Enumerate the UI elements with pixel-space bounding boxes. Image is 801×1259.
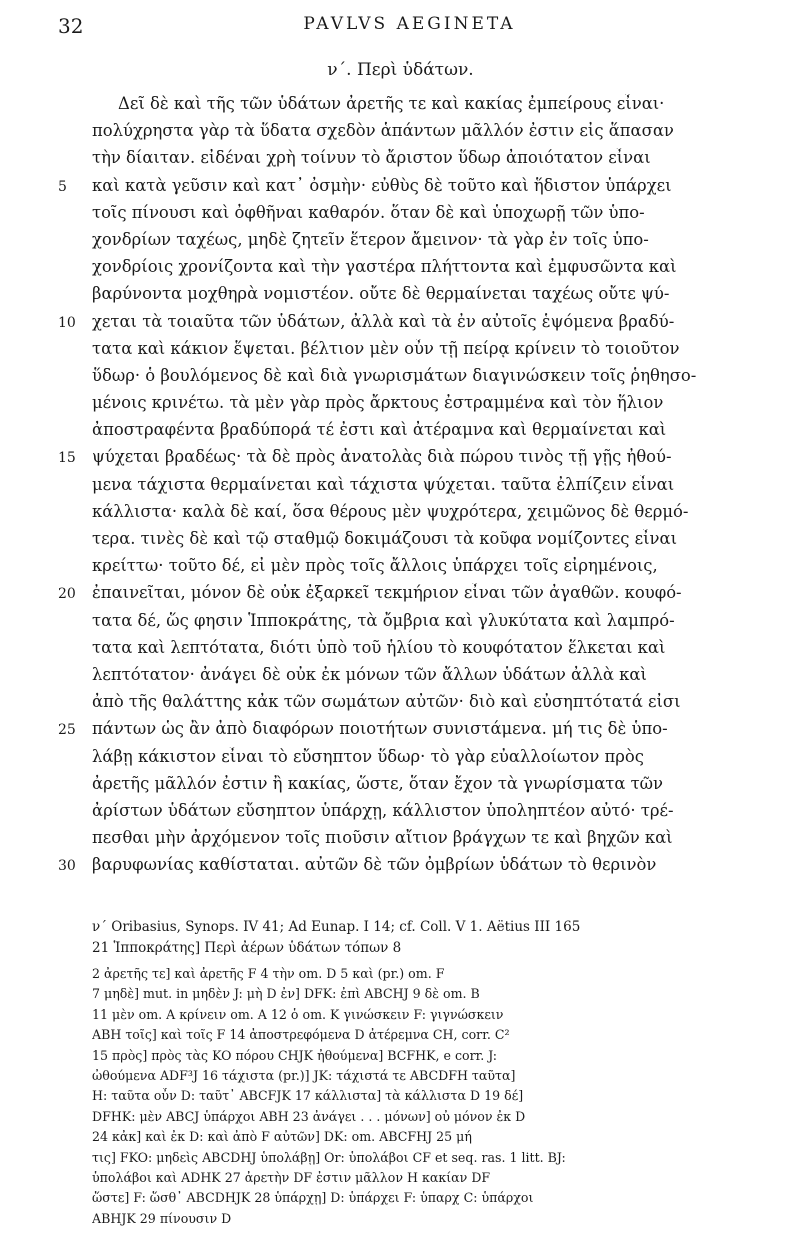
line-text: λάβῃ κάκιστον εἶναι τὸ εὔσηπτον ὕδωρ· τὸ γὰρ εὐαλλοίωτον πρὸς <box>92 746 644 766</box>
apparatus-line: 15 πρὸς] πρὸς τὰς KO πόρου CHJK ἠθούμενα] BCFHK, e corr. J: <box>92 1047 498 1063</box>
line-text: Δεῖ δὲ καὶ τῆς τῶν ὑδάτων ἀρετῆς τε καὶ κακίας ἐμπείρους εἶναι· <box>118 94 665 113</box>
apparatus-line: H: ταῦτα οὖν D: ταῦτ᾿ ABCFJK 17 κάλλιστα] τὰ κάλλιστα D 19 δέ] <box>92 1088 524 1104</box>
line-text: πολύχρηστα γὰρ τὰ ὕδατα σχεδὸν ἁπάντων μᾶλλόν ἐστιν εἰς ἅπασαν <box>92 121 674 141</box>
apparatus-line: 7 μηδὲ] mut. in μηδὲν J: μὴ D ἐν] DFK: ἐπὶ ABCHJ 9 δὲ om. B <box>92 986 480 1002</box>
apparatus-line: ABH τοῖς] καὶ τοῖς F 14 ἀποστρεφόμενα D ἀτέρεμνα CH, corr. C² <box>92 1027 510 1043</box>
line-number: 5 <box>58 178 67 195</box>
line-text: τοῖς πίνουσι καὶ ὀφθῆναι καθαρόν. ὅταν δὲ καὶ ὑποχωρῇ τῶν ὑπο- <box>92 202 645 222</box>
source-notes <box>92 919 772 961</box>
text-line <box>58 339 758 366</box>
running-title: PAVLVS AEGINETA <box>303 14 516 34</box>
text-line <box>58 121 758 148</box>
line-text: ἀποστραφέντα βραδύπορά τέ ἐστι καὶ ἀτέραμνα καὶ θερμαίνεται καὶ <box>92 420 667 440</box>
line-text: καὶ κατὰ γεῦσιν καὶ κατ᾿ ὀσμὴν· εὐθὺς δὲ τοῦτο καὶ ἥδιστον ὑπάρχει <box>92 175 672 195</box>
text-line <box>58 747 758 774</box>
text-line <box>58 230 758 257</box>
apparatus-line: 2 ἀρετῆς τε] καὶ ἀρετῆς F 4 τὴν om. D 5 καὶ (pr.) om. F <box>92 966 445 981</box>
source-note: ν΄ Oribasius, Synops. IV 41; Ad Eunap. I 14; cf. Coll. V 1. Aëtius III 165 <box>92 919 581 935</box>
text-line <box>58 312 758 339</box>
line-text: πεσθαι μὴν ἀρχόμενον τοῖς πιοῦσιν αἴτιον βράγχων τε καὶ βηχῶν καὶ <box>92 828 673 848</box>
text-line <box>58 611 758 638</box>
line-number: 20 <box>58 586 76 603</box>
apparatus-line: DFHK: μὲν ABCJ ὑπάρχοι ABH 23 ἀνάγει . . . μόνων] οὐ μόνον ἐκ D <box>92 1108 526 1124</box>
line-text: τατα δέ, ὥς φησιν Ἱπποκράτης, τὰ ὄμβρια καὶ γλυκύτατα καὶ λαμπρό- <box>92 610 675 630</box>
line-text: ἀρετῆς μᾶλλόν ἐστιν ἢ κακίας, ὥστε, ὅταν ἔχον τὰ γνωρίσματα τῶν <box>92 773 664 793</box>
line-text: ἀρίστων ὑδάτων εὔσηπτον ὑπάρχῃ, κάλλιστον ὑποληπτέον αὐτό· τρέ- <box>92 800 674 820</box>
text-line <box>58 148 758 175</box>
apparatus-line: ὠθούμενα ADF³J 16 τάχιστα (pr.)] JK: τάχιστά τε ABCDFH ταῦτα] <box>92 1067 516 1083</box>
line-text: ὕδωρ· ὁ βουλόμενος δὲ καὶ διὰ γνωρισμάτων διαγινώσκειν τοῖς ῥηθησο- <box>92 365 697 385</box>
text-line <box>58 176 758 203</box>
line-text: ἀπὸ τῆς θαλάττης κἀκ τῶν σωμάτων αὐτῶν· διὸ καὶ εὐσηπτότατά εἰσι <box>92 692 681 712</box>
text-line <box>58 475 758 502</box>
text-line <box>58 774 758 801</box>
page-header <box>58 14 761 44</box>
text-line <box>58 529 758 556</box>
page-number: 32 <box>58 14 84 38</box>
line-text: βαρυφωνίας καθίσταται. αὐτῶν δὲ τῶν ὀμβρίων ὑδάτων τὸ θερινὸν <box>92 855 657 875</box>
line-text: χεται τὰ τοιαῦτα τῶν ὑδάτων, ἀλλὰ καὶ τὰ ἐν αὐτοῖς ἑψόμενα βραδύ- <box>92 311 675 331</box>
line-text: λεπτότατον· ἀνάγει δὲ οὐκ ἐκ μόνων τῶν ἄλλων ὑδάτων ἀλλὰ καὶ <box>92 664 647 684</box>
line-number: 30 <box>58 858 76 875</box>
apparatus-line: ABHJK 29 πίνουσιν D <box>92 1210 232 1226</box>
text-line <box>58 284 758 311</box>
apparatus-line: ὥστε] F: ὥσθ᾿ ABCDHJK 28 ὑπάρχῃ] D: ὑπάρχει F: ὑπαρχ C: ὑπάρχοι <box>92 1190 534 1206</box>
line-text: κρείττω· τοῦτο δέ, εἰ μὲν πρὸς τοῖς ἄλλοις ὑπάρχει τοῖς εἰρημένοις, <box>92 556 658 576</box>
line-number: 15 <box>58 450 76 467</box>
line-text: μένοις κρινέτω. τὰ μὲν γὰρ πρὸς ἄρκτους ἐστραμμένα καὶ τὸν ἥλιον <box>92 393 664 413</box>
text-line <box>58 257 758 284</box>
line-text: τὴν δίαιταν. εἰδέναι χρὴ τοίνυν τὸ ἄριστον ὕδωρ ἀποιότατον εἶναι <box>92 148 651 168</box>
line-text: τερα. τινὲς δὲ καὶ τῷ σταθμῷ δοκιμάζουσι τὰ κοῦφα νομίζοντες εἶναι <box>92 529 678 548</box>
text-line <box>58 420 758 447</box>
source-note: 21 Ἱπποκράτης] Περὶ ἀέρων ὑδάτων τόπων 8 <box>92 940 402 956</box>
text-line <box>58 203 758 230</box>
line-text: ἐπαινεῖται, μόνον δὲ οὐκ ἐξαρκεῖ τεκμήριον εἶναι τῶν ἀγαθῶν. κουφό- <box>92 583 682 603</box>
text-line <box>58 692 758 719</box>
text-line <box>58 94 758 121</box>
line-number: 10 <box>58 314 76 331</box>
line-text: χονδρίοις χρονίζοντα καὶ τὴν γαστέρα πλήττοντα καὶ ἐμφυσῶντα καὶ <box>92 257 677 277</box>
line-text: τατα καὶ κάκιον ἕψεται. βέλτιον μὲν οὖν τῇ πείρᾳ κρίνειν τὸ τοιοῦτον <box>92 338 680 358</box>
critical-apparatus <box>92 966 782 1231</box>
text-line <box>58 638 758 665</box>
apparatus-line: τις] FKO: μηδεὶς ABCDHJ ὑπολάβῃ] Or: ὑπολάβοι CF et seq. ras. 1 litt. BJ: <box>92 1149 566 1165</box>
line-text: τατα καὶ λεπτότατα, διότι ὑπὸ τοῦ ἡλίου τὸ κουφότατον ἕλκεται καὶ <box>92 637 666 657</box>
text-line <box>58 828 758 855</box>
line-text: κάλλιστα· καλὰ δὲ καί, ὅσα θέρους μὲν ψυχρότερα, χειμῶνος δὲ θερμό- <box>92 501 689 521</box>
text-line <box>58 502 758 529</box>
line-text: ψύχεται βραδέως· τὰ δὲ πρὸς ἀνατολὰς διὰ πώρου τινὸς τῇ γῇς ἠθού- <box>92 447 672 467</box>
line-text: χονδρίων ταχέως, μηδὲ ζητεῖν ἕτερον ἄμεινον· τὰ γὰρ ἐν τοῖς ὑπο- <box>92 229 649 249</box>
line-number: 25 <box>58 722 76 739</box>
apparatus-line: ὑπολάβοι καὶ ADHK 27 ἀρετὴν DF ἐστιν μᾶλλον H κακίαν DF <box>92 1169 491 1185</box>
text-line <box>58 719 758 746</box>
line-text: μενα τάχιστα θερμαίνεται καὶ τάχιστα ψύχεται. ταῦτα ἐλπίζειν εἶναι <box>92 474 675 494</box>
apparatus-line: 11 μὲν om. A κρίνειν om. A 12 ὁ om. K γινώσκειν F: γιγνώσκειν <box>92 1006 504 1022</box>
text-line <box>58 583 758 610</box>
chapter-heading: ν΄. Περὶ ὑδάτων. <box>327 60 474 80</box>
text-line <box>58 366 758 393</box>
line-text: βαρύνοντα μοχθηρὰ νομιστέον. οὔτε δὲ θερμαίνεται ταχέως οὔτε ψύ- <box>92 284 670 304</box>
apparatus-line: 24 κἀκ] καὶ ἐκ D: καὶ ἀπὸ F αὐτῶν] DK: om. ABCFHJ 25 μή <box>92 1129 472 1145</box>
text-line <box>58 556 758 583</box>
text-line <box>58 665 758 692</box>
text-line <box>58 801 758 828</box>
text-line <box>58 393 758 420</box>
line-text: πάντων ὡς ἂν ἀπὸ διαφόρων ποιοτήτων συνιστάμενα. μή τις δὲ ὑπο- <box>92 719 668 739</box>
text-line <box>58 855 758 882</box>
main-text <box>58 94 758 882</box>
text-line <box>58 447 758 474</box>
